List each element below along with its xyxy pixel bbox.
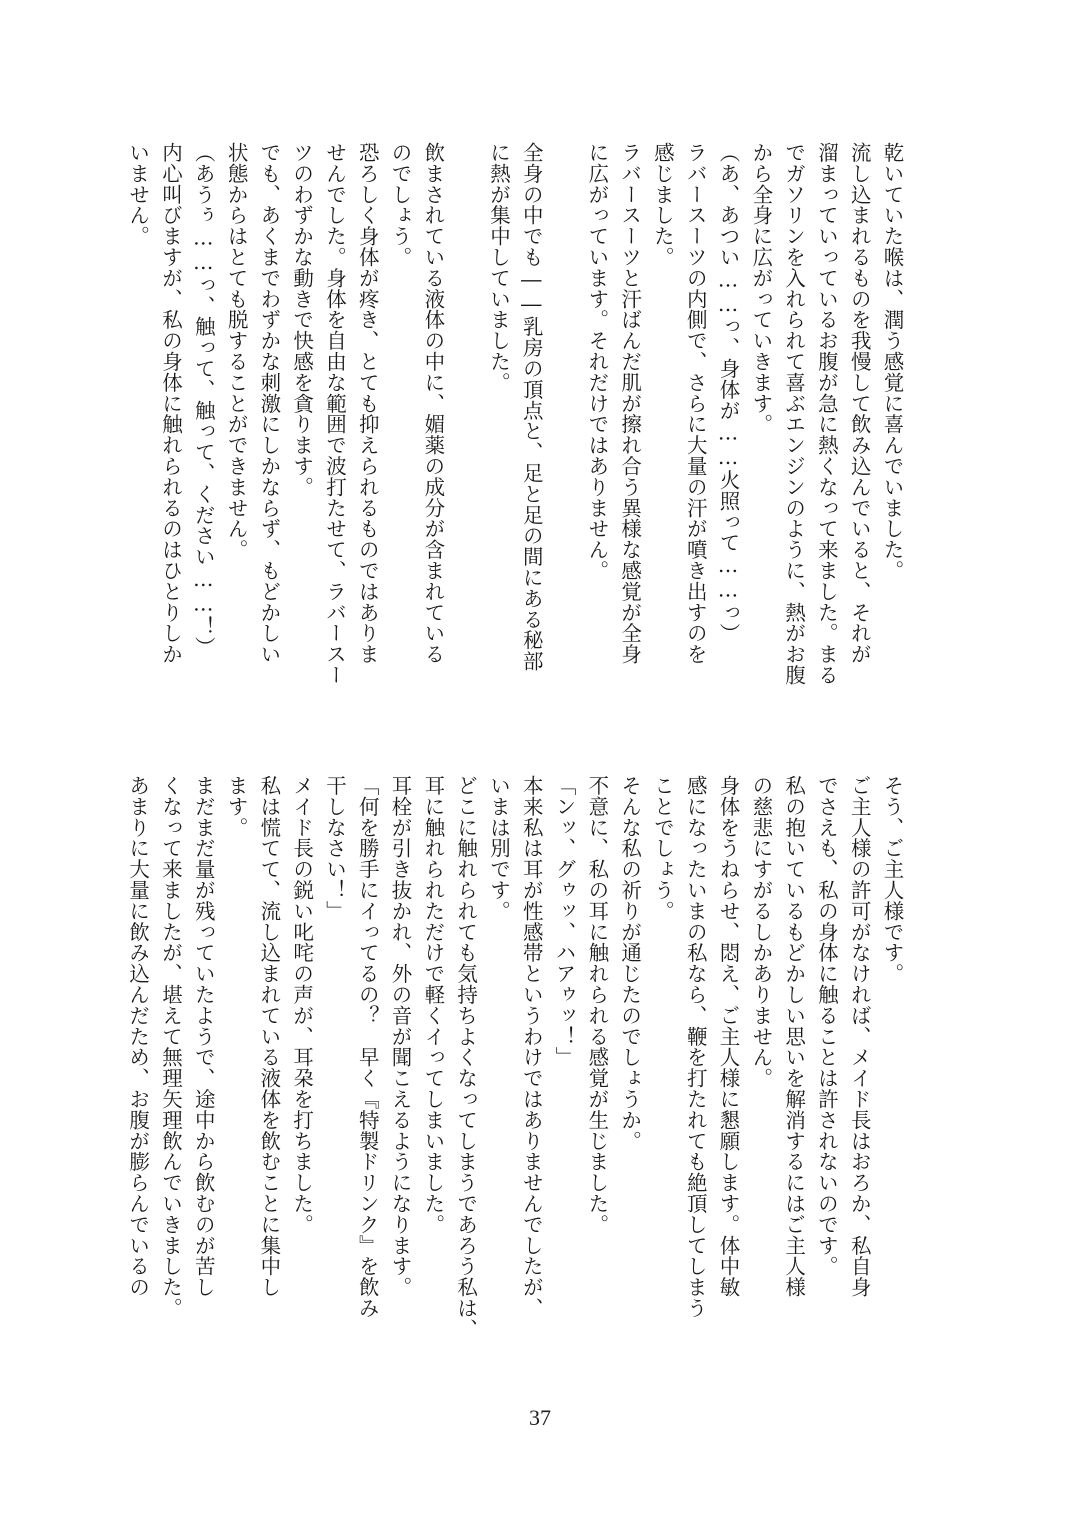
- text-line: 状態からはとても脱することができません。: [224, 142, 249, 560]
- text-line: のでしょう。: [388, 142, 413, 268]
- text-line: ラバースーツと汗ばんだ肌が擦れ合う異様な感覚が全身: [617, 142, 642, 665]
- text-line: まだまだ量が残っていたようで、途中から飲むのが苦し: [191, 775, 216, 1298]
- text-line: 干しなさい！」: [322, 775, 347, 922]
- text-line: 流し込まれるものを我慢して飲み込んでいると、それが: [847, 142, 872, 665]
- text-line: から全身に広がっていきます。: [748, 142, 773, 435]
- text-line: いません。: [125, 142, 150, 247]
- lower-text-block: [125, 775, 908, 1395]
- text-line: 感じました。: [650, 142, 675, 268]
- text-line: 身体をうねらせ、悶え、ご主人様に懇願します。体中敏: [716, 775, 741, 1298]
- text-line: ます。: [224, 775, 249, 838]
- text-line: に熱が集中していました。: [486, 142, 511, 393]
- text-line: 内心叫びますが、私の身体に触れられるのはひとりしか: [158, 142, 183, 665]
- text-line: 私の抱いているもどかしい思いを解消するにはご主人様: [781, 775, 806, 1298]
- text-line: そう、ご主人様です。: [880, 775, 904, 984]
- text-line: くなって来ましたが、堪えて無理矢理飲んでいきました。: [158, 775, 183, 1319]
- text-line: 「ンッ、グゥッ、ハアゥッ！」: [552, 775, 577, 1068]
- text-line: 耳栓が引き抜かれ、外の音が聞こえるようになります。: [388, 775, 413, 1298]
- text-line: せんでした。身体を自由な範囲で波打たせて、ラバースー: [322, 142, 347, 686]
- text-line: ご主人様の許可がなければ、メイド長はおろか、私自身: [847, 775, 872, 1298]
- text-line: でガソリンを入れられて喜ぶエンジンのように、熱がお腹: [781, 142, 806, 686]
- text-line: 乾いていた喉は、潤う感覚に喜んでいました。: [880, 142, 904, 581]
- text-line: そんな私の祈りが通じたのでしょうか。: [617, 775, 642, 1152]
- text-line: 感になったいまの私なら、鞭を打たれても絶頂してしまう: [683, 775, 708, 1319]
- text-line: （あ、あつい……っ、身体が……火照って……っ）: [716, 142, 741, 644]
- text-line: 私は慌てて、流し込まれている液体を飲むことに集中し: [256, 775, 281, 1298]
- text-line: 恐ろしく身体が疼き、とても抑えられるものではありま: [355, 142, 380, 665]
- text-line: 不意に、私の耳に触れられる感覚が生じました。: [584, 775, 609, 1235]
- text-line: でも、あくまでわずかな刺激にしかならず、もどかしい: [256, 142, 281, 665]
- text-line: 耳に触れられただけで軽くイってしまいました。: [420, 775, 445, 1235]
- text-line: に広がっています。それだけではありません。: [584, 142, 609, 581]
- text-line: （あうぅ……っ、触って、触って、ください……！）: [191, 142, 216, 658]
- text-line: 溜まっていっているお腹が急に熱くなって来ました。まる: [814, 142, 839, 686]
- text-line: 全身の中でも――乳房の頂点と、足と足の間にある秘部: [519, 142, 544, 672]
- text-line: ツのわずかな動きで快感を貪ります。: [289, 142, 314, 498]
- text-line: の慈悲にすがるしかありません。: [748, 775, 773, 1089]
- text-line: 本来私は耳が性感帯というわけではありませんでしたが、: [519, 775, 544, 1319]
- upper-text-block: [125, 142, 908, 762]
- page-number: 37: [529, 1405, 551, 1430]
- text-line: 「何を勝手にイってるの？ 早く『特製ドリンク』を飲み: [355, 775, 380, 1319]
- text-line: でさえも、私の身体に触ることは許されないのです。: [814, 775, 839, 1277]
- text-line: ラバースーツの内側で、さらに大量の汗が噴き出すのを: [683, 142, 708, 665]
- text-line: メイド長の鋭い叱咤の声が、耳朶を打ちました。: [289, 775, 314, 1235]
- text-line: いまは別です。: [486, 775, 511, 922]
- text-line: ことでしょう。: [650, 775, 675, 922]
- text-line: 飲まされている液体の中に、媚薬の成分が含まれている: [420, 142, 445, 665]
- text-line: あまりに大量に飲み込んだため、お腹が膨らんでいるの: [125, 775, 150, 1298]
- text-line: どこに触れられても気持ちよくなってしまうであろう私は、: [453, 775, 478, 1340]
